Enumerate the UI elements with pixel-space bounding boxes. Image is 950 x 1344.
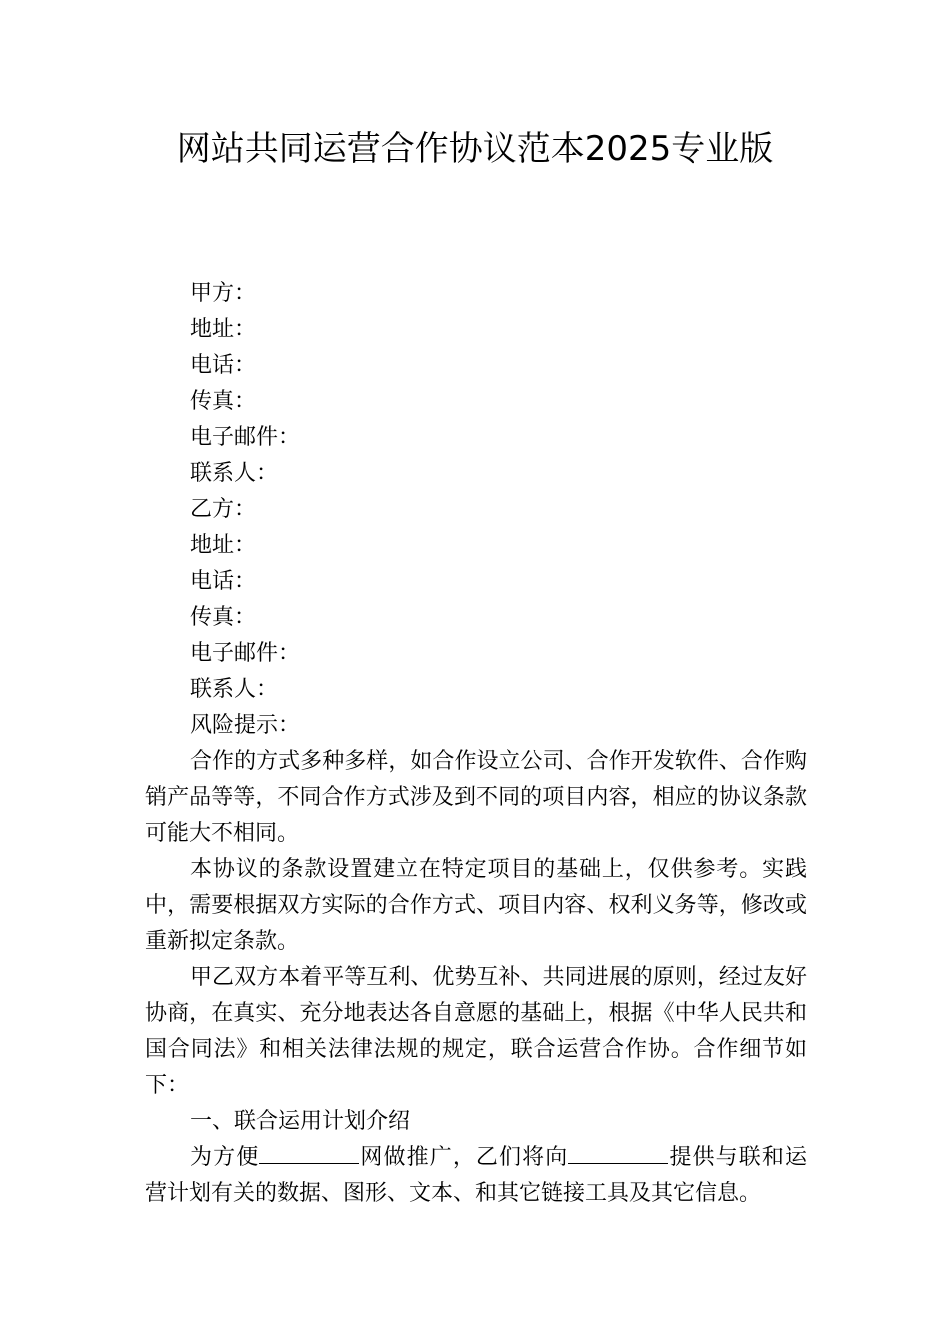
party-b-name-field: 乙方： <box>190 497 257 522</box>
party-a-address-field: 地址： <box>190 317 257 342</box>
party-b-address-field: 地址： <box>190 533 257 558</box>
party-b-fax-field: 传真： <box>190 605 257 630</box>
party-a-fax-field: 传真： <box>190 389 257 414</box>
section-1-heading: 一、联合运用计划介绍 <box>190 1109 411 1134</box>
party-a-name-field: 甲方： <box>190 281 257 306</box>
document-body <box>145 276 807 1212</box>
section-1-text-part3: 提供与联和运营计划有关的数据、图形、文本、和其它链接工具及其它信息。 <box>145 1145 807 1206</box>
party-a-phone-field: 电话： <box>190 353 257 378</box>
blank-line-recipient <box>568 1145 668 1164</box>
risk-notice-label: 风险提示： <box>190 713 301 738</box>
section-1-text-part2: 网做推广，乙们将向 <box>359 1145 569 1170</box>
paragraph-reference-only: 本协议的条款设置建立在特定项目的基础上，仅供参考。实践中，需要根据双方实际的合作方式、项目内容、权利义务等，修改或重新拟定条款。 <box>145 857 807 954</box>
party-b-contact-field: 联系人： <box>190 677 279 702</box>
party-a-contact-field: 联系人： <box>190 461 279 486</box>
party-a-email-field: 电子邮件： <box>190 425 301 450</box>
section-1-text-part1: 为方便 <box>190 1145 260 1170</box>
party-b-phone-field: 电话： <box>190 569 257 594</box>
paragraph-principles: 甲乙双方本着平等互利、优势互补、共同进展的原则，经过友好协商，在真实、充分地表达各自意愿的基础上，根据《中华人民共和国合同法》和相关法律法规的规定，联合运营合作协。合作细节如下： <box>145 965 807 1098</box>
document-title: 网站共同运营合作协议范本2025专业版 <box>176 129 774 169</box>
paragraph-cooperation-methods: 合作的方式多种多样，如合作设立公司、合作开发软件、合作购销产品等等，不同合作方式涉及到不同的项目内容，相应的协议条款可能大不相同。 <box>145 749 807 846</box>
blank-line-website <box>259 1145 359 1164</box>
party-b-email-field: 电子邮件： <box>190 641 301 666</box>
section-1-paragraph <box>145 1140 807 1212</box>
